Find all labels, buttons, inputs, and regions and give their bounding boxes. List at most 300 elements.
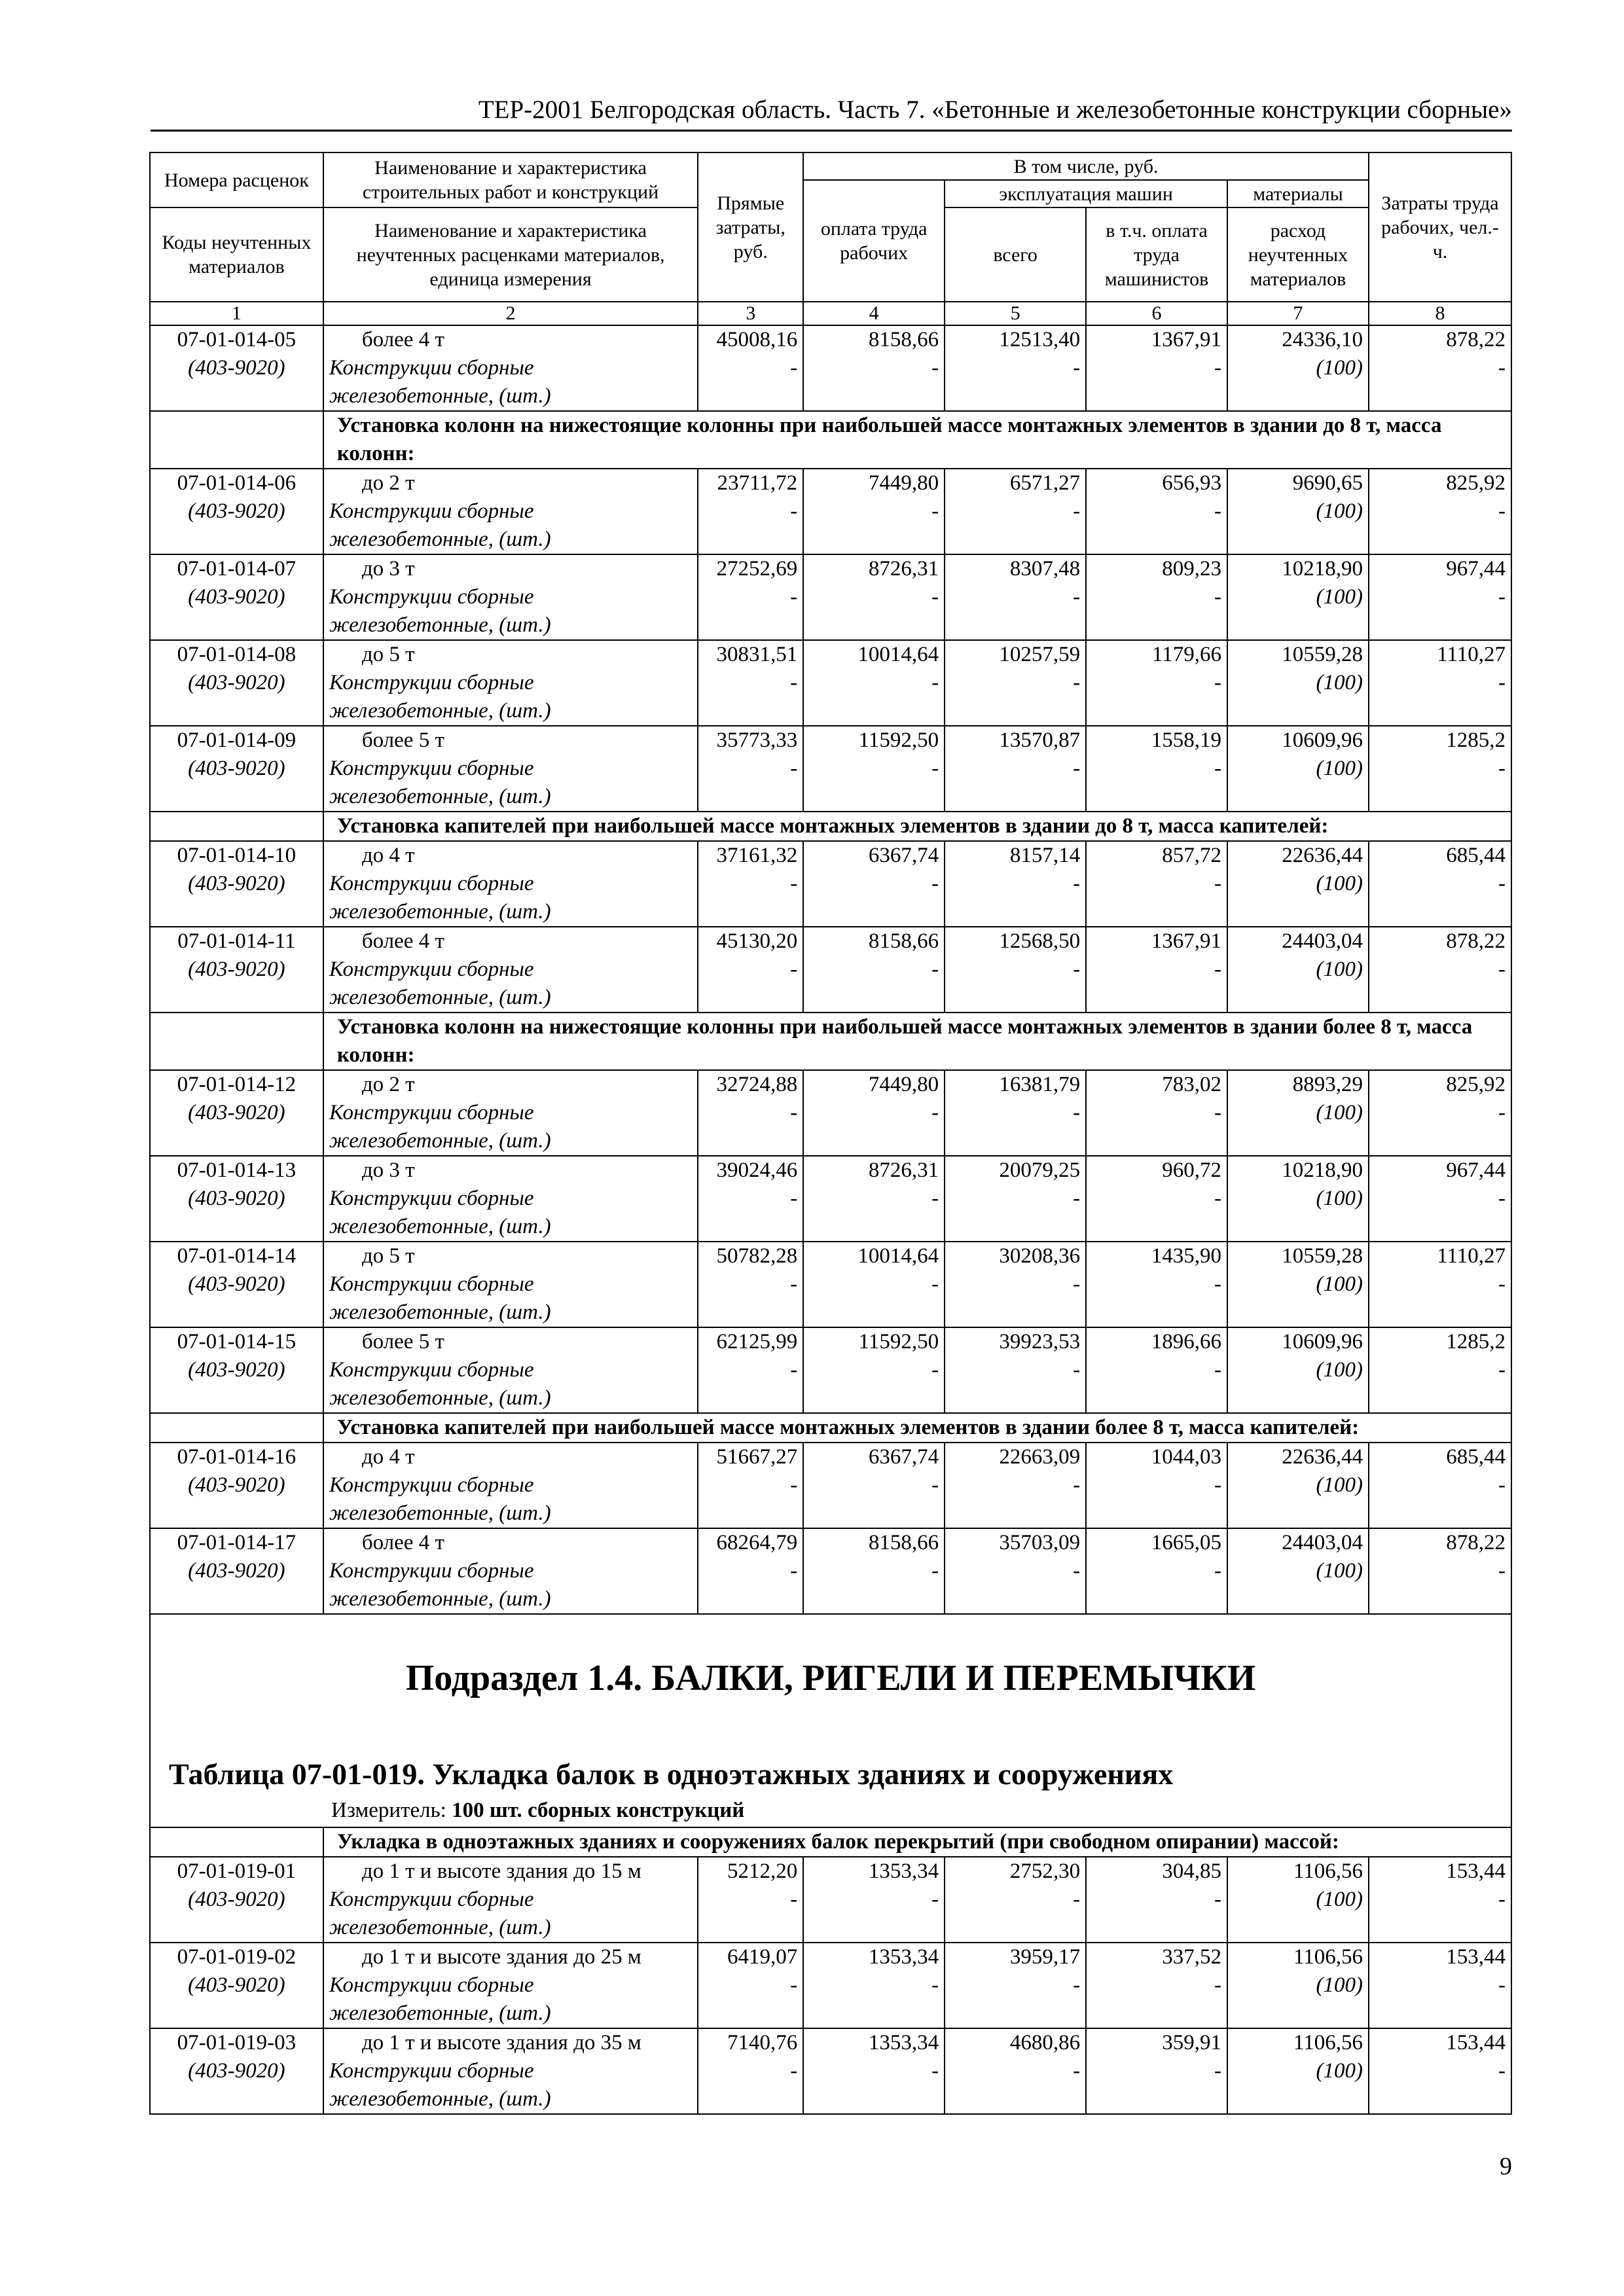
labor-hours — [1369, 2028, 1511, 2114]
labor-hours-sub: - — [1498, 1888, 1506, 1911]
machinists-pay — [1086, 1327, 1227, 1413]
header-materials: материалы — [1227, 180, 1369, 207]
rate-code — [150, 1242, 323, 1327]
section-title: Укладка в одноэтажных зданиях и сооружениях балок перекрытий (при свободном опирании) массой: — [323, 1827, 1511, 1857]
machines-total-main: 35703,09 — [999, 1531, 1081, 1554]
materials-cost-sub: (100) — [1316, 872, 1363, 895]
materials-cost-main: 24403,04 — [1282, 1531, 1363, 1554]
direct-costs-main: 50782,28 — [716, 1244, 798, 1268]
machinists-pay-main: 857,72 — [1162, 844, 1221, 867]
machinists-pay — [1086, 554, 1227, 640]
rate-code-main: 07-01-014-16 — [177, 1445, 297, 1469]
machinists-pay-main: 809,23 — [1162, 557, 1221, 581]
labor-payment — [803, 1327, 945, 1413]
rate-code-main: 07-01-014-05 — [177, 328, 297, 351]
table-row — [150, 1857, 1511, 1943]
rate-code — [150, 469, 323, 554]
machinists-pay — [1086, 1156, 1227, 1242]
labor-hours-main: 878,22 — [1446, 1531, 1506, 1554]
direct-costs-main: 68264,79 — [716, 1531, 798, 1554]
machines-total-sub: - — [1073, 585, 1081, 609]
labor-hours-sub: - — [1498, 2059, 1506, 2083]
materials-cost — [1227, 1443, 1369, 1528]
machines-total — [945, 1242, 1086, 1327]
materials-cost — [1227, 325, 1369, 411]
rate-code-main: 07-01-014-08 — [177, 643, 297, 666]
machines-total-main: 12568,50 — [999, 929, 1081, 953]
labor-hours-main: 1285,2 — [1446, 728, 1506, 752]
materials-cost — [1227, 1156, 1369, 1242]
rate-code-main: 07-01-014-15 — [177, 1330, 297, 1354]
machinists-pay-sub: - — [1214, 958, 1221, 981]
machines-total — [945, 1156, 1086, 1242]
machinists-pay-sub: - — [1214, 872, 1221, 895]
labor-hours-sub: - — [1498, 1187, 1506, 1210]
materials-cost-sub: (100) — [1316, 356, 1363, 380]
header-material-codes: Коды неучтенных материалов — [150, 207, 323, 302]
direct-costs-sub: - — [790, 2059, 798, 2083]
direct-costs-sub: - — [790, 585, 798, 609]
work-name-main: до 4 т — [361, 844, 415, 867]
direct-costs — [698, 1242, 803, 1327]
machines-total — [945, 2028, 1086, 2114]
rate-code-sub: (403-9020) — [188, 1358, 285, 1382]
machines-total-sub: - — [1073, 499, 1081, 523]
labor-payment-main: 7449,80 — [868, 1073, 939, 1096]
direct-costs-sub: - — [790, 1101, 798, 1124]
machinists-pay — [1086, 1070, 1227, 1156]
page-header: ТЕР-2001 Белгородская область. Часть 7. «Бетонные и железобетонные конструкции сборные» — [478, 96, 1512, 124]
table-title: Таблица 07-01-019. Укладка балок в одноэтажных зданиях и сооружениях — [169, 1757, 1174, 1791]
machinists-pay-sub: - — [1214, 1473, 1221, 1497]
rate-code-main: 07-01-019-01 — [177, 1859, 297, 1883]
rate-code-sub: (403-9020) — [188, 872, 285, 895]
direct-costs-sub: - — [790, 499, 798, 523]
work-name — [323, 841, 698, 927]
machinists-pay-sub: - — [1214, 1101, 1221, 1124]
labor-payment-sub: - — [931, 757, 939, 780]
header-labor-costs: Затраты труда рабочих, чел.-ч. — [1369, 152, 1511, 302]
labor-payment-main: 8158,66 — [868, 1531, 939, 1554]
machinists-pay-main: 1665,05 — [1151, 1531, 1221, 1554]
rate-code — [150, 1443, 323, 1528]
machines-total-main: 6571,27 — [1009, 471, 1081, 495]
labor-payment — [803, 841, 945, 927]
materials-cost-main: 22636,44 — [1282, 844, 1363, 867]
direct-costs-main: 51667,27 — [716, 1445, 798, 1469]
machines-total — [945, 640, 1086, 726]
section-row — [150, 1413, 1511, 1443]
machines-total — [945, 554, 1086, 640]
direct-costs — [698, 325, 803, 411]
direct-costs — [698, 640, 803, 726]
col-num-4: 4 — [803, 302, 945, 325]
direct-costs-main: 27252,69 — [716, 557, 798, 581]
materials-cost-sub: (100) — [1316, 671, 1363, 694]
labor-payment-sub: - — [931, 872, 939, 895]
materials-cost — [1227, 1857, 1369, 1943]
rate-code-main: 07-01-014-17 — [177, 1531, 297, 1554]
machines-total — [945, 469, 1086, 554]
rate-code — [150, 2028, 323, 2114]
machinists-pay-sub: - — [1214, 499, 1221, 523]
labor-payment-main: 8158,66 — [868, 929, 939, 953]
rows-part-2 — [150, 1827, 1511, 2114]
labor-payment-sub: - — [931, 499, 939, 523]
direct-costs-sub: - — [790, 1473, 798, 1497]
direct-costs — [698, 1443, 803, 1528]
material-name: Конструкции сборные железобетонные, (шт.) — [329, 1187, 551, 1238]
materials-cost-sub: (100) — [1316, 1973, 1363, 1997]
rate-code — [150, 1156, 323, 1242]
rate-code-main: 07-01-014-12 — [177, 1073, 297, 1096]
machinists-pay-sub: - — [1214, 1358, 1221, 1382]
machines-total — [945, 1857, 1086, 1943]
labor-payment-sub: - — [931, 1187, 939, 1210]
work-name-main: до 2 т — [361, 471, 415, 495]
labor-hours-main: 825,92 — [1446, 1073, 1506, 1096]
table-row — [150, 2028, 1511, 2114]
table-row — [150, 1156, 1511, 1242]
machinists-pay-main: 1896,66 — [1151, 1330, 1221, 1354]
labor-hours — [1369, 325, 1511, 411]
rate-code-main: 07-01-014-10 — [177, 844, 297, 867]
rate-code-sub: (403-9020) — [188, 1187, 285, 1210]
labor-hours — [1369, 1070, 1511, 1156]
machines-total — [945, 1528, 1086, 1614]
measurer-label: Измеритель: — [331, 1799, 446, 1822]
machines-total-main: 8307,48 — [1009, 557, 1081, 581]
materials-cost — [1227, 469, 1369, 554]
machinists-pay — [1086, 1857, 1227, 1943]
rate-code — [150, 726, 323, 812]
direct-costs — [698, 554, 803, 640]
labor-payment — [803, 1070, 945, 1156]
labor-payment-main: 7449,80 — [868, 471, 939, 495]
labor-payment-sub: - — [931, 958, 939, 981]
direct-costs-main: 7140,76 — [727, 2031, 798, 2054]
machinists-pay — [1086, 640, 1227, 726]
work-name — [323, 1156, 698, 1242]
material-name: Конструкции сборные железобетонные, (шт.) — [329, 958, 551, 1009]
table-row — [150, 927, 1511, 1013]
labor-hours-sub: - — [1498, 958, 1506, 981]
rate-code-sub: (403-9020) — [188, 1473, 285, 1497]
machines-total-main: 4680,86 — [1009, 2031, 1081, 2054]
page-number: 9 — [1500, 2153, 1512, 2180]
col-num-8: 8 — [1369, 302, 1511, 325]
direct-costs-main: 32724,88 — [716, 1073, 798, 1096]
labor-hours-sub: - — [1498, 757, 1506, 780]
rate-code — [150, 554, 323, 640]
machines-total-main: 8157,14 — [1009, 844, 1081, 867]
machinists-pay-sub: - — [1214, 585, 1221, 609]
labor-payment-sub: - — [931, 585, 939, 609]
section-row — [150, 812, 1511, 841]
materials-cost-main: 1106,56 — [1293, 2031, 1363, 2054]
machines-total — [945, 1327, 1086, 1413]
machines-total-sub: - — [1073, 1187, 1081, 1210]
labor-payment — [803, 554, 945, 640]
machines-total — [945, 325, 1086, 411]
table-row — [150, 841, 1511, 927]
materials-cost-sub: (100) — [1316, 1559, 1363, 1583]
material-name: Конструкции сборные железобетонные, (шт.) — [329, 872, 551, 924]
col-num-7: 7 — [1227, 302, 1369, 325]
direct-costs-sub: - — [790, 1358, 798, 1382]
machines-total-main: 20079,25 — [999, 1158, 1081, 1182]
materials-cost — [1227, 841, 1369, 927]
machinists-pay — [1086, 1242, 1227, 1327]
labor-payment-main: 11592,50 — [858, 728, 939, 752]
work-name — [323, 1070, 698, 1156]
machinists-pay — [1086, 1443, 1227, 1528]
labor-hours-main: 878,22 — [1446, 929, 1506, 953]
section-code-cell — [150, 1013, 323, 1070]
machinists-pay-sub: - — [1214, 356, 1221, 380]
labor-payment — [803, 1156, 945, 1242]
materials-cost-sub: (100) — [1316, 1101, 1363, 1124]
direct-costs-main: 62125,99 — [716, 1330, 798, 1354]
direct-costs-main: 45130,20 — [716, 929, 798, 953]
materials-cost — [1227, 726, 1369, 812]
materials-cost — [1227, 1327, 1369, 1413]
work-name-main: более 5 т — [361, 1330, 444, 1354]
header-work-name: Наименование и характеристика строительных работ и конструкций — [323, 152, 698, 207]
labor-hours — [1369, 1528, 1511, 1614]
machines-total — [945, 1070, 1086, 1156]
labor-hours-sub: - — [1498, 1473, 1506, 1497]
labor-payment-main: 11592,50 — [858, 1330, 939, 1354]
header-total: всего — [945, 207, 1086, 302]
labor-hours-main: 685,44 — [1446, 1445, 1506, 1469]
machinists-pay-main: 1367,91 — [1151, 328, 1221, 351]
header-direct-costs: Прямые затраты, руб. — [698, 152, 803, 302]
materials-cost — [1227, 554, 1369, 640]
section-row — [150, 1013, 1511, 1070]
rate-code-main: 07-01-019-03 — [177, 2031, 297, 2054]
work-name-main: до 3 т — [361, 1158, 415, 1182]
labor-payment-main: 10014,64 — [857, 643, 939, 666]
rate-code — [150, 1070, 323, 1156]
labor-hours-main: 153,44 — [1446, 1859, 1506, 1883]
material-name: Конструкции сборные железобетонные, (шт.) — [329, 1473, 551, 1525]
machinists-pay — [1086, 325, 1227, 411]
material-name: Конструкции сборные железобетонные, (шт.) — [329, 1973, 551, 2025]
labor-hours-main: 967,44 — [1446, 557, 1506, 581]
header-labor-payment: оплата труда рабочих — [803, 180, 945, 302]
rate-code — [150, 1857, 323, 1943]
material-name: Конструкции сборные железобетонные, (шт.) — [329, 757, 551, 808]
machinists-pay-main: 359,91 — [1162, 2031, 1221, 2054]
machines-total-main: 30208,36 — [999, 1244, 1081, 1268]
rate-code — [150, 1528, 323, 1614]
labor-payment — [803, 1528, 945, 1614]
table-row — [150, 1070, 1511, 1156]
machines-total-sub: - — [1073, 1358, 1081, 1382]
rate-code-main: 07-01-014-07 — [177, 557, 297, 581]
labor-payment-sub: - — [931, 2059, 939, 2083]
machines-total-main: 13570,87 — [999, 728, 1081, 752]
labor-payment-main: 10014,64 — [857, 1244, 939, 1268]
machinists-pay-sub: - — [1214, 1973, 1221, 1997]
labor-hours — [1369, 1156, 1511, 1242]
labor-payment-main: 6367,74 — [868, 1445, 939, 1469]
work-name-main: до 1 т и высоте здания до 35 м — [361, 2031, 641, 2054]
labor-payment — [803, 1857, 945, 1943]
rate-code-sub: (403-9020) — [188, 2059, 285, 2083]
materials-cost-sub: (100) — [1316, 1187, 1363, 1210]
materials-cost-main: 22636,44 — [1282, 1445, 1363, 1469]
machinists-pay-main: 337,52 — [1162, 1945, 1221, 1969]
rate-code-main: 07-01-019-02 — [177, 1945, 297, 1969]
header-rule — [151, 130, 1512, 132]
rows-part-1 — [150, 325, 1511, 1614]
machinists-pay — [1086, 927, 1227, 1013]
table-row — [150, 1528, 1511, 1614]
direct-costs-sub: - — [790, 1559, 798, 1583]
work-name — [323, 1443, 698, 1528]
labor-payment-main: 6367,74 — [868, 844, 939, 867]
rate-code-sub: (403-9020) — [188, 1101, 285, 1124]
labor-hours-main: 825,92 — [1446, 471, 1506, 495]
labor-hours-sub: - — [1498, 356, 1506, 380]
work-name — [323, 640, 698, 726]
col-num-3: 3 — [698, 302, 803, 325]
rate-code-main: 07-01-014-13 — [177, 1158, 297, 1182]
machinists-pay — [1086, 469, 1227, 554]
rate-code-sub: (403-9020) — [188, 356, 285, 380]
machinists-pay — [1086, 726, 1227, 812]
table-row — [150, 1242, 1511, 1327]
labor-payment — [803, 325, 945, 411]
section-row — [150, 1827, 1511, 1857]
work-name — [323, 726, 698, 812]
direct-costs — [698, 1156, 803, 1242]
labor-hours — [1369, 1943, 1511, 2028]
machines-total-sub: - — [1073, 1101, 1081, 1124]
materials-cost-main: 24403,04 — [1282, 929, 1363, 953]
machines-total-main: 10257,59 — [999, 643, 1081, 666]
labor-payment-main: 1353,34 — [868, 2031, 939, 2054]
machines-total-sub: - — [1073, 1473, 1081, 1497]
section-code-cell — [150, 1827, 323, 1857]
machines-total — [945, 1943, 1086, 2028]
machinists-pay-sub: - — [1214, 1187, 1221, 1210]
labor-hours — [1369, 640, 1511, 726]
machinists-pay-sub: - — [1214, 1888, 1221, 1911]
table-row — [150, 469, 1511, 554]
work-name — [323, 927, 698, 1013]
machines-total-sub: - — [1073, 872, 1081, 895]
direct-costs-sub: - — [790, 1272, 798, 1296]
machines-total-main: 16381,79 — [999, 1073, 1081, 1096]
material-name: Конструкции сборные железобетонные, (шт.) — [329, 2059, 551, 2111]
labor-hours-main: 153,44 — [1446, 1945, 1506, 1969]
labor-payment — [803, 640, 945, 726]
direct-costs — [698, 1943, 803, 2028]
materials-cost-sub: (100) — [1316, 757, 1363, 780]
section-title: Установка колонн на нижестоящие колонны при наибольшей массе монтажных элементов в здании до 8 т, масса колонн: — [323, 411, 1511, 469]
labor-payment — [803, 1443, 945, 1528]
direct-costs-main: 39024,46 — [716, 1158, 798, 1182]
table-row — [150, 325, 1511, 411]
machines-total — [945, 927, 1086, 1013]
materials-cost-main: 10609,96 — [1282, 1330, 1363, 1354]
work-name-main: до 1 т и высоте здания до 15 м — [361, 1859, 641, 1883]
materials-cost-sub: (100) — [1316, 2059, 1363, 2083]
direct-costs — [698, 1327, 803, 1413]
rate-code-sub: (403-9020) — [188, 671, 285, 694]
materials-cost-sub: (100) — [1316, 499, 1363, 523]
machines-total — [945, 1443, 1086, 1528]
col-num-1: 1 — [150, 302, 323, 325]
table-row — [150, 1443, 1511, 1528]
direct-costs-sub: - — [790, 1973, 798, 1997]
header-material-name: Наименование и характеристика неучтенных расценками материалов, единица измерения — [323, 207, 698, 302]
work-name — [323, 1857, 698, 1943]
rate-code — [150, 841, 323, 927]
machines-total-main: 2752,30 — [1009, 1859, 1081, 1883]
machinists-pay-sub: - — [1214, 1559, 1221, 1583]
header-rate-numbers: Номера расценок — [150, 152, 323, 207]
machines-total-sub: - — [1073, 356, 1081, 380]
materials-cost-sub: (100) — [1316, 958, 1363, 981]
labor-hours — [1369, 554, 1511, 640]
rate-code-main: 07-01-014-14 — [177, 1244, 297, 1268]
labor-hours-main: 153,44 — [1446, 2031, 1506, 2054]
labor-hours-main: 1110,27 — [1437, 643, 1506, 666]
header-unaccounted-materials: расход неучтенных материалов — [1227, 207, 1369, 302]
subsection-heading-cell — [150, 1614, 1511, 1827]
direct-costs — [698, 841, 803, 927]
labor-payment — [803, 1242, 945, 1327]
section-code-cell — [150, 1413, 323, 1443]
section-row — [150, 411, 1511, 469]
machines-total-main: 3959,17 — [1009, 1945, 1081, 1969]
machines-total-sub: - — [1073, 1888, 1081, 1911]
section-code-cell — [150, 812, 323, 841]
direct-costs-main: 6419,07 — [727, 1945, 798, 1969]
labor-payment-sub: - — [931, 1888, 939, 1911]
machinists-pay-sub: - — [1214, 1272, 1221, 1296]
direct-costs — [698, 927, 803, 1013]
labor-hours — [1369, 841, 1511, 927]
rate-code — [150, 1943, 323, 2028]
labor-payment-sub: - — [931, 1272, 939, 1296]
rate-code — [150, 325, 323, 411]
labor-hours-sub: - — [1498, 1973, 1506, 1997]
labor-payment-main: 1353,34 — [868, 1945, 939, 1969]
rate-code-sub: (403-9020) — [188, 499, 285, 523]
direct-costs — [698, 726, 803, 812]
work-name — [323, 1943, 698, 2028]
machines-total-sub: - — [1073, 1973, 1081, 1997]
material-name: Конструкции сборные железобетонные, (шт.) — [329, 356, 551, 408]
materials-cost-main: 10218,90 — [1282, 557, 1363, 581]
machinists-pay — [1086, 1528, 1227, 1614]
machinists-pay-main: 783,02 — [1162, 1073, 1221, 1096]
labor-payment-sub: - — [931, 1473, 939, 1497]
table-row — [150, 554, 1511, 640]
material-name: Конструкции сборные железобетонные, (шт.) — [329, 585, 551, 637]
materials-cost — [1227, 2028, 1369, 2114]
labor-hours-sub: - — [1498, 499, 1506, 523]
materials-cost-main: 8893,29 — [1292, 1073, 1363, 1096]
machines-total — [945, 726, 1086, 812]
labor-payment-sub: - — [931, 671, 939, 694]
labor-payment — [803, 2028, 945, 2114]
